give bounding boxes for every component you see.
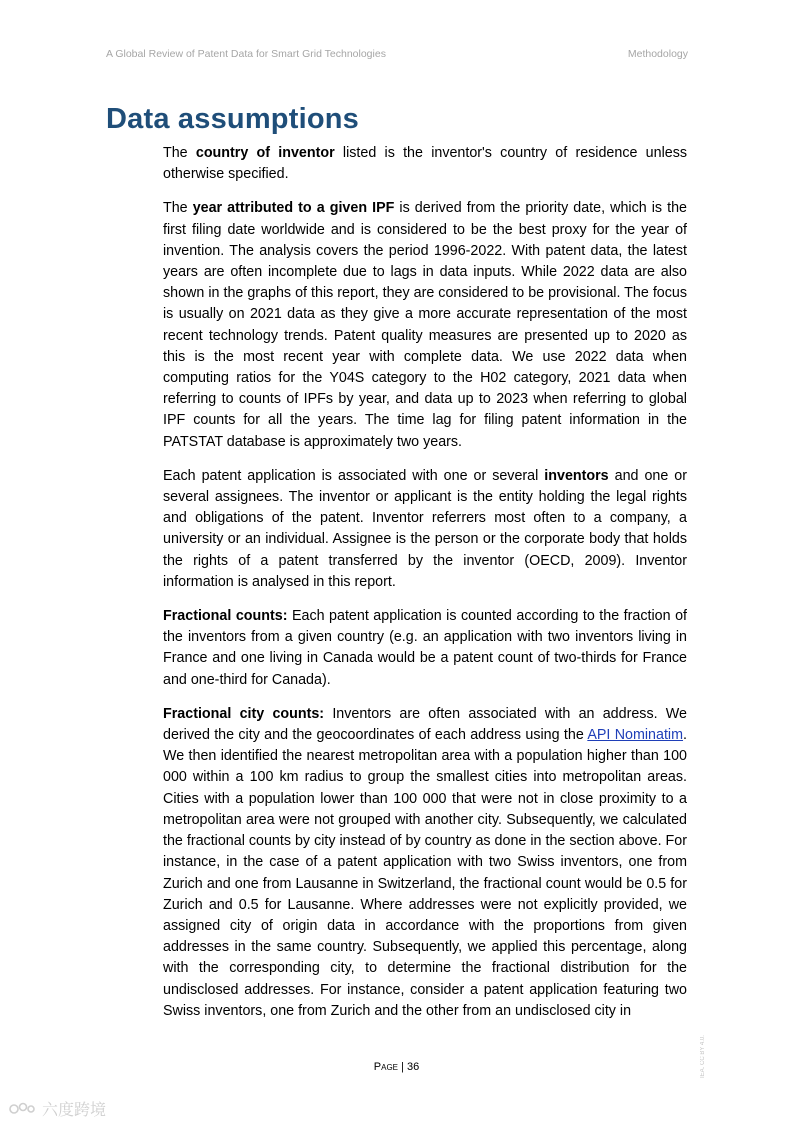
- paragraph-year-attributed: The year attributed to a given IPF is derived from the priority date, which is the first filing date worldwide and is considered to be the best proxy for the year of invention. The analysis covers the period 1996-2022. With patent data, the latest years are often incomplete due to lags in data inputs. While 2022 data are also shown in the graphs of this report, they are considered to be provisional. The focus is usually on 2021 data as they give a more accurate representation of the most recent technology trends. Patent quality measures are presented up to 2020 as this is the most recent year with complete data. We use 2022 data when computing ratios for the Y04S category to the H02 category, 2021 data when referring to counts of IPFs by year, and data up to 2023 when referring to global IPF counts for all the years. The time lag for filing patent information in the PATSTAT database is approximately two years.: [163, 200, 687, 450]
- watermark-text: 六度跨境: [42, 1102, 107, 1119]
- page-title: Data assumptions: [106, 103, 359, 135]
- running-header-title: A Global Review of Patent Data for Smart Grid Technologies: [106, 48, 386, 60]
- watermark: [8, 1097, 106, 1120]
- term-year-attributed: year attributed to a given IPF: [192, 200, 395, 217]
- page-separator: |: [398, 1061, 407, 1073]
- term-inventors: inventors: [544, 467, 609, 484]
- term-country-of-inventor: country of inventor: [195, 145, 335, 161]
- term-fractional-counts: Fractional counts:: [163, 608, 288, 625]
- watermark-logo-icon: [8, 1100, 36, 1118]
- body-text: [163, 143, 687, 1035]
- license-note: IEA. CC BY 4.0.: [700, 1035, 706, 1078]
- page-number: 36: [406, 1061, 420, 1073]
- api-nominatim-link[interactable]: API Nominatim: [587, 727, 684, 744]
- term-fractional-city-counts: Fractional city counts:: [163, 705, 325, 722]
- paragraph-fractional-city-counts: Fractional city counts: Inventors are often associated with an address. We derived the city and the geocoordinates of each address using the API Nominatim. We then identified the nearest metropolitan area with a population higher than 100 000 within a 100 km radius to group the smallest cities into metropolitan areas. Cities with a population lower than 100 000 that were not in close proximity to a metropolitan area were not grouped with another city. Subsequently, we calculated the fractional counts by city instead of by country as done in the section above. For instance, in the case of a patent application with two Swiss inventors, one from Zurich and one from Lausanne in Switzerland, the fractional count would be 0.5 for Zurich and 0.5 for Lausanne. Where addresses were not explicitly provided, we assigned city of origin data in accordance with the proportions from given addresses in the same country. Subsequently, we applied this percentage, along with the corresponding city, to determine the fractional distribution for the undisclosed addresses. For instance, consider a patent application featuring two Swiss inventors, one from Zurich and the other from an undisclosed city in: [163, 705, 688, 1019]
- page-footer: [0, 1061, 793, 1073]
- page-label: Page: [373, 1061, 398, 1073]
- paragraph-fractional-counts: Fractional counts: Each patent application is counted according to the fraction of the inventors from a given country (e.g. an application with two inventors living in France and one living in Canada would be a patent count of two-thirds for France and one-third for Canada).: [163, 608, 687, 688]
- paragraph-inventors: Each patent application is associated with one or several inventors and one or several assignees. The inventor or applicant is the entity holding the legal rights and obligations of the patent. Inventor referrers most often to a company, a university or an individual. Assignee is the person or the corporate body that holds the rights of a patent transferred by the inventor (OECD, 2009). Inventor information is analysed in this report.: [163, 467, 688, 590]
- paragraph-country-of-inventor: The country of inventor listed is the inventor's country of residence unless otherwise specified.: [163, 145, 688, 183]
- running-header-section: Methodology: [627, 48, 688, 60]
